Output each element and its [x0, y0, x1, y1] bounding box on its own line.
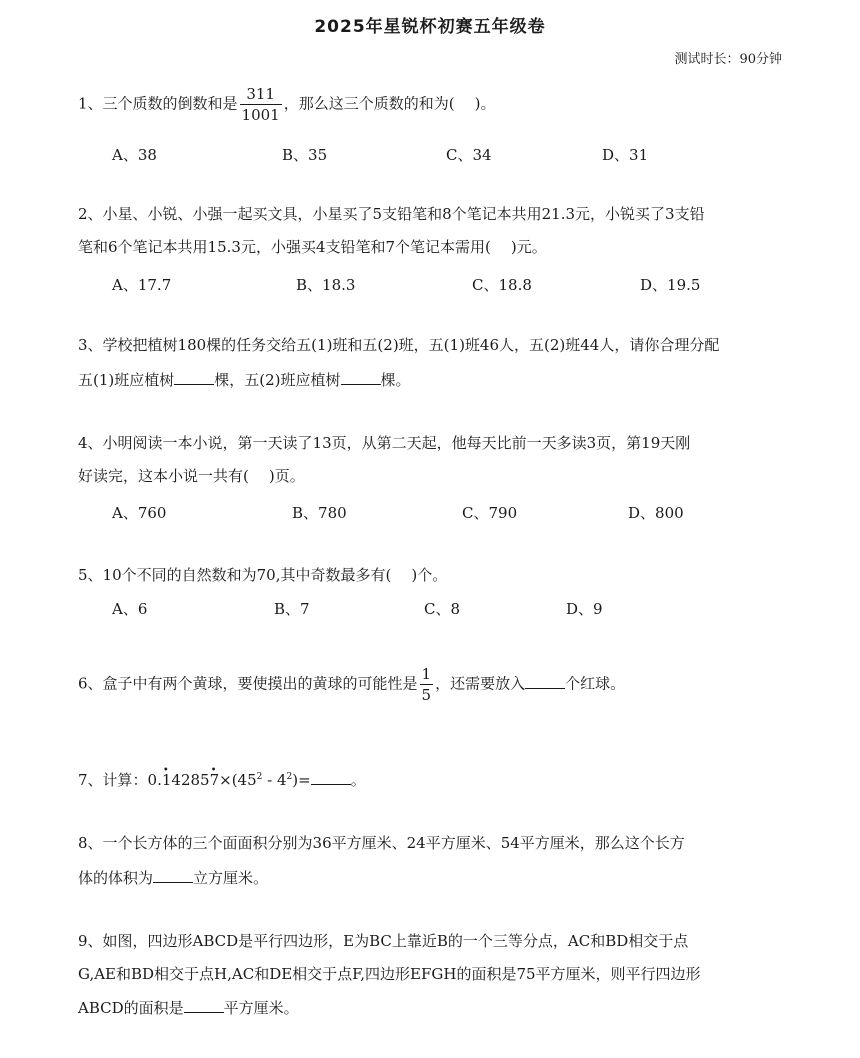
- question-9-line-3: ABCD的面积是 平方厘米。: [78, 996, 299, 1019]
- q2-option-b: B、18.3: [296, 276, 356, 294]
- q2-option-d: D、19.5: [640, 276, 701, 294]
- blank-red-balls: [525, 672, 565, 689]
- fraction-1-5: $\frac{1}{5}$: [421, 665, 432, 704]
- question-7: 7、计算：0.• 14285• $7\times(45^2 - 4^2)=$ 。: [78, 766, 366, 791]
- question-2-line-1: 2、小星、小锐、小强一起买文具，小星买了5支铅笔和8个笔记本共用21.3元，小锐买了3支铅: [78, 205, 705, 223]
- question-1: 1、三个质数的倒数和是 $\frac{311}{1001}$ ，那么这三个质数的和为( )。: [78, 85, 496, 124]
- question-6: 6、盒子中有两个黄球，要使摸出的黄球的可能性是 $\frac{1}{5}$ ，还需要放入 个红球。: [78, 665, 626, 704]
- question-9-line-2: G,AE和BD相交于点H,AC和DE相交于点F,四边形EFGH的面积是75平方厘米，则平行四边形: [78, 965, 701, 983]
- blank-area: [184, 996, 224, 1013]
- repeating-dot-end: • 7: [210, 771, 220, 789]
- q4-option-d: D、800: [628, 504, 684, 522]
- q5-option-b: B、7: [274, 600, 310, 618]
- question-2-line-2: 笔和6个笔记本共用15.3元，小强买4支铅笔和7个笔记本需用( )元。: [78, 238, 547, 256]
- blank-calc-result: [311, 768, 351, 785]
- q4-option-a: A、760: [112, 504, 167, 522]
- question-4-line-2: 好读完，这本小说一共有( )页。: [78, 467, 305, 485]
- question-8-line-2: 体的体积为 立方厘米。: [78, 866, 268, 889]
- blank-volume: [153, 866, 193, 883]
- q2-option-a: A、17.7: [112, 276, 172, 294]
- blank-class-2: [341, 368, 381, 385]
- q1-option-b: B、35: [282, 146, 328, 164]
- test-duration: 测试时长：90分钟: [674, 52, 782, 67]
- question-3-line-2: 五(1)班应植树 棵，五(2)班应植树 棵。: [78, 368, 411, 391]
- question-4-line-1: 4、小明阅读一本小说，第一天读了13页，从第二天起，他每天比前一天多读3页，第19天刚: [78, 434, 691, 452]
- question-9-line-1: 9、如图，四边形ABCD是平行四边形，E为BC上靠近B的一个三等分点，AC和BD相交于点: [78, 932, 689, 950]
- blank-class-1: [174, 368, 214, 385]
- question-5: 5、10个不同的自然数和为70,其中奇数最多有( )个。: [78, 566, 448, 584]
- q4-option-c: C、790: [462, 504, 518, 522]
- q2-option-c: C、18.8: [472, 276, 532, 294]
- q5-option-a: A、6: [112, 600, 148, 618]
- q1-option-c: C、34: [446, 146, 492, 164]
- page-title: 2025年星锐杯初赛五年级卷: [314, 17, 546, 37]
- repeating-dot-start: • 1: [162, 771, 172, 789]
- q1-option-a: A、38: [112, 146, 157, 164]
- fraction-311-1001: $\frac{311}{1001}$: [241, 85, 280, 124]
- question-8-line-1: 8、一个长方体的三个面面积分别为36平方厘米、24平方厘米、54平方厘米，那么这个长方: [78, 834, 685, 852]
- question-3-line-1: 3、学校把植树180棵的任务交给五(1)班和五(2)班，五(1)班46人，五(2)班44人，请你合理分配: [78, 336, 720, 354]
- q1-option-d: D、31: [602, 146, 649, 164]
- q5-option-d: D、9: [566, 600, 603, 618]
- q4-option-b: B、780: [292, 504, 347, 522]
- q5-option-c: C、8: [424, 600, 461, 618]
